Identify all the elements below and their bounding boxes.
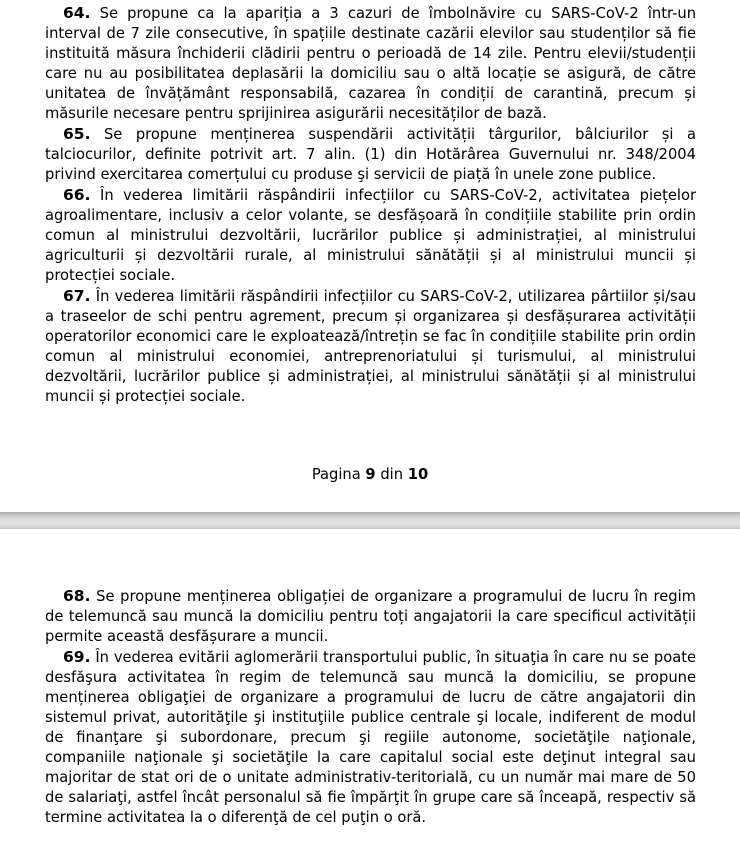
paragraph-66-number: 66.: [63, 186, 91, 204]
paragraph-64: [45, 3, 696, 124]
pdf-page-10: [0, 529, 740, 843]
paragraph-65: [45, 124, 696, 185]
page-break-divider: [0, 512, 740, 529]
paragraph-69-number: 69.: [63, 648, 91, 666]
paragraph-66: [45, 185, 696, 286]
page-number-footer: [0, 465, 740, 485]
footer-prefix: Pagina: [311, 466, 361, 483]
paragraph-69: [45, 647, 696, 828]
footer-total-pages: 10: [407, 466, 429, 483]
paragraph-69-text: În vederea evitării aglomerării transportului public, în situaţia în care nu se poate desfăşura activitatea în regim de telemuncă sau muncă la domiciliu, se propune menținerea obligaţiei de organizare a programului de lucru de către angajatorii din sistemul privat, autorităţile şi instituţiile publice centrale şi locale, indiferent de modul de finanţare şi subordonare, precum şi regiile autonome, societăţile naţionale, companiile naţionale şi societăţile la care capitalul social este deţinut integral sau majoritar de stat ori de o unitate administrativ-teritorială, cu un număr mai mare de 50 de salariaţi, astfel încât personalul să fie împărţit în grupe care să înceapă, respectiv să termine activitatea la o diferenţă de cel puţin o oră.: [45, 649, 696, 826]
paragraph-65-number: 65.: [63, 125, 91, 143]
paragraph-68: [45, 586, 696, 647]
paragraph-67-number: 67.: [63, 287, 91, 305]
paragraph-64-text: Se propune ca la apariția a 3 cazuri de îmbolnăvire cu SARS-CoV-2 într-un interval de 7 zile consecutive, în spațiile destinate cazării elevilor sau studenților să fie instituită măsura închiderii clădirii pentru o perioadă de 14 zile. Pentru elevii/studenții care nu au posibilitatea deplasării la domiciliu sau o altă locație se asigură, de către unitatea de învățământ responsabilă, cazarea în condiții de carantină, precum și măsurile necesare pentru sprijinirea asigurării necesităților de bază.: [45, 5, 697, 122]
paragraph-68-number: 68.: [63, 587, 91, 605]
paragraph-65-text: Se propune menținerea suspendării activității târgurilor, bâlciurilor și a talciocurilor, definite potrivit art. 7 alin. (1) din Hotărârea Guvernului nr. 348/2004 privind exercitarea comerțului cu produse şi servicii de piață în unele zone publice.: [45, 126, 696, 183]
paragraph-64-number: 64.: [63, 4, 91, 22]
page-9-text-block: [45, 3, 696, 407]
footer-separator: din: [380, 466, 404, 483]
paragraph-67-text: În vederea limitării răspândirii infecțiilor cu SARS-CoV-2, utilizarea pârtiilor și/sau a traseelor de schi pentru agrement, precum și organizarea și desfășurarea activității operatorilor economici care le exploatează/întrețin se fac în condițiile stabilite prin ordin comun al ministrului economiei, antreprenoriatului și turismului, al ministrului dezvoltării, lucrărilor publice și administrației, al ministrului sănătății și al ministrului muncii și protecției sociale.: [45, 288, 697, 405]
paragraph-68-text: Se propune menținerea obligației de organizare a programului de lucru în regim de telemuncă sau muncă la domiciliu pentru toți angajatorii la care specificul activității permite această desfășurare a muncii.: [45, 588, 696, 645]
paragraph-66-text: În vederea limitării răspândirii infecțiilor cu SARS-CoV-2, activitatea piețelor agroalimentare, inclusiv a celor volante, se desfășoară în condițiile stabilite prin ordin comun al ministrului dezvoltării, lucrărilor publice și administrației, al ministrului agriculturii și dezvoltării rurale, al ministrului sănătății și al ministrului muncii și protecției sociale.: [45, 187, 696, 284]
footer-current-page: 9: [365, 466, 376, 483]
paragraph-67: [45, 286, 696, 407]
page-10-text-block: [45, 586, 696, 828]
